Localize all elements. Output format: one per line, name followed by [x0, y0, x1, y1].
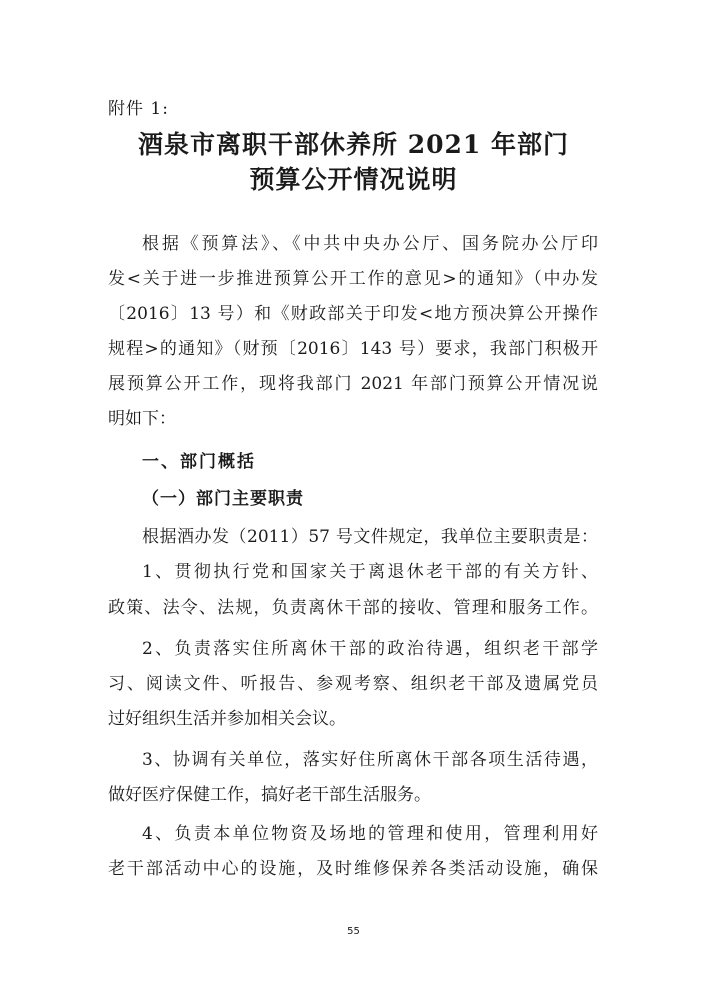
subsection-heading-1: （一）部门主要职责 [142, 489, 304, 509]
duty-line-9: 老干部活动中心的设施，及时维修保养各类活动设施，确保 [108, 859, 598, 879]
intro-line-1: 根据《预算法》、《中共中央办公厅、国务院办公厅印 [142, 234, 598, 254]
duties-intro: 根据酒办发（2011）57 号文件规定，我单位主要职责是： [142, 527, 598, 547]
attachment-label: 附件 1: [108, 99, 169, 119]
document-title-line-2: 预算公开情况说明 [249, 165, 458, 194]
duty-line-6: 3、协调有关单位，落实好住所离休干部各项生活待遇， [142, 750, 598, 770]
duty-line-1: 1、贯彻执行党和国家关于离退休老干部的有关方针、 [142, 562, 598, 582]
duty-line-2: 政策、法令、法规，负责离休干部的接收、管理和服务工作。 [108, 598, 598, 618]
intro-line-6: 明如下： [108, 409, 176, 429]
duty-line-7: 做好医疗保健工作，搞好老干部生活服务。 [108, 785, 431, 805]
intro-line-4: 规程>的通知》（财预〔2016〕143 号）要求，我部门积极开 [108, 339, 598, 359]
duty-line-8: 4、负责本单位物资及场地的管理和使用，管理利用好 [142, 824, 598, 844]
duty-line-3: 2、负责落实住所离休干部的政治待遇，组织老干部学 [142, 639, 598, 659]
document-title-line-1: 酒泉市离职干部休养所 2021 年部门 [138, 130, 569, 159]
intro-line-5: 展预算公开工作，现将我部门 2021 年部门预算公开情况说 [108, 374, 598, 394]
intro-line-2: 发<关于进一步推进预算公开工作的意见>的通知》（中办发 [108, 269, 598, 289]
page-number: 55 [347, 926, 360, 937]
duty-line-5: 过好组织生活并参加相关会议。 [108, 709, 346, 729]
section-heading-1: 一、部门概括 [142, 452, 256, 472]
intro-line-3: 〔2016〕13 号）和《财政部关于印发<地方预决算公开操作 [108, 304, 598, 324]
duty-line-4: 习、阅读文件、听报告、参观考察、组织老干部及遗属党员 [108, 674, 598, 694]
